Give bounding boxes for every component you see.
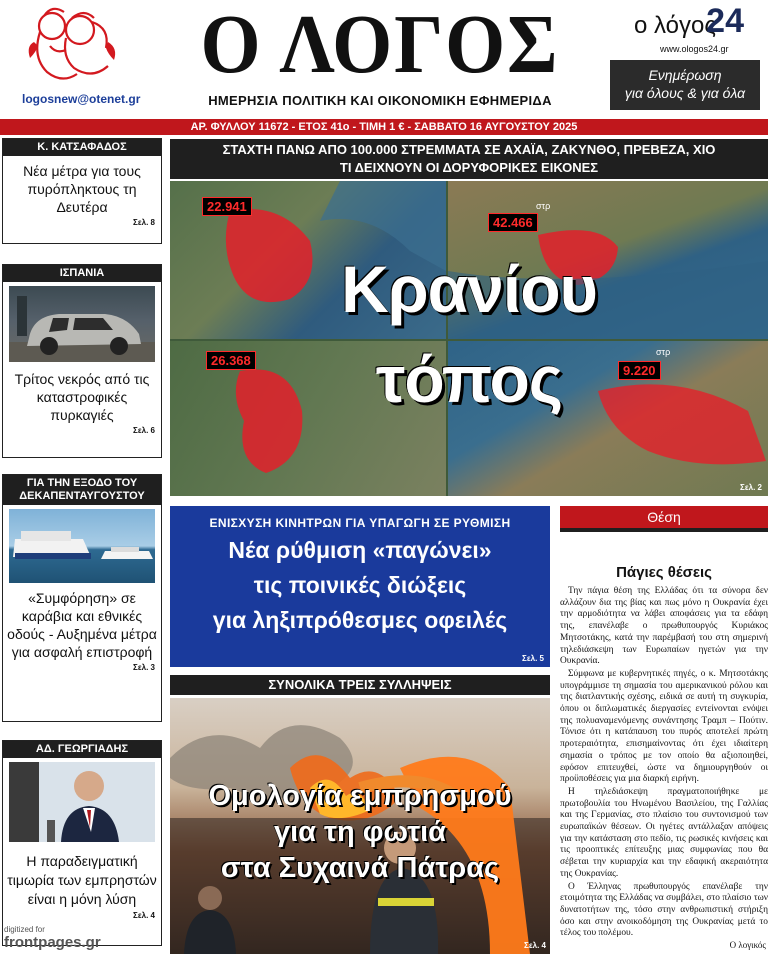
page-ref: Σελ. 4	[133, 911, 155, 920]
page-ref: Σελ. 8	[133, 218, 155, 227]
map-unit-4: στρ	[656, 347, 671, 357]
firefighter-photo[interactable]	[170, 698, 550, 954]
website-url[interactable]: www.ologos24.gr	[660, 44, 729, 54]
page-ref: Σελ. 3	[133, 663, 155, 672]
burned-car-photo	[9, 286, 155, 362]
left-story-header: Κ. ΚΑΤΣΑΦΑΔΟΣ	[3, 139, 161, 156]
website-logo-number: 24	[706, 2, 744, 40]
main-headline-line-2: τόπος	[375, 342, 563, 416]
watermark	[4, 926, 101, 951]
ferry-photo	[9, 509, 155, 583]
left-story-text: «Συμφόρηση» σε καράβια και εθνικές οδούς - Αυξημένα μέτρα για ασφαλή επιστροφή	[7, 590, 157, 660]
burn-value-1: 22.941	[202, 197, 252, 216]
left-story-text: Τρίτος νεκρός από τις καταστροφικές πυρκαγιές	[14, 371, 150, 423]
fire-headline-line-1: Ομολογία εμπρησμού	[208, 780, 512, 812]
left-story-2[interactable]	[2, 264, 162, 458]
page-ref: Σελ. 5	[522, 654, 544, 663]
editorial-paragraph: Ο Έλληνας πρωθυπουργός επανέλαβε την ετοιμότητα της Ελλάδας να συμβάλει, στο πλαίσιο των δυνατοτήτων της, τόσο στην ανθρωπιστική στήριξη όσο και στην ανοικοδόμηση της Ουκρανίας μετά το τέλος του πολέμου.	[560, 881, 768, 939]
blue-headline-line-1: Νέα ρύθμιση «παγώνει»	[228, 537, 492, 563]
newspaper-title: Ο ΛΟΓΟΣ	[200, 0, 560, 91]
person-icon	[9, 762, 155, 842]
page-ref: Σελ. 2	[740, 483, 762, 492]
kicker-line-2: ΤΙ ΔΕΙΧΝΟΥΝ ΟΙ ΔΟΡΥΦΟΡΙΚΕΣ ΕΙΚΟΝΕΣ	[339, 160, 599, 175]
editorial-paragraph: Η τηλεδιάσκεψη πραγματοποιήθηκε με πρωτοβουλία του Ηνωμένου Βασιλείου, της Γαλλίας και της Γερμανίας, στο πλαίσιο του συντονισμού των ευρωπαϊκών θέσεων. Οι ηγέτες αντάλλαξαν απόψεις για την κατάσταση στο πεδίο, τις ρωσικές κινήσεις και τις προοπτικές επίτευξης μιας συμφωνίας που θα σέβεται την κυριαρχία και την εδαφική ακεραιότητα της Ουκρανίας.	[560, 786, 768, 879]
left-story-text: Η παραδειγματική τιμωρία των εμπρηστών είναι η μόνη λύση	[7, 853, 157, 907]
main-headline-line-1: Κρανίου	[341, 252, 597, 326]
burn-value-4: 9.220	[618, 361, 661, 380]
watermark-main: frontpages.gr	[4, 934, 101, 951]
arrests-kicker: ΣΥΝΟΛΙΚΑ ΤΡΕΙΣ ΣΥΛΛΗΨΕΙΣ	[170, 675, 550, 695]
map-unit-2: στρ	[536, 201, 551, 211]
website-logo[interactable]	[634, 2, 744, 42]
contact-email[interactable]: logosnew@otenet.gr	[22, 92, 141, 106]
editorial-header: Θέση	[560, 506, 768, 528]
newspaper-subtitle: ΗΜΕΡΗΣΙΑ ΠΟΛΙΤΙΚΗ ΚΑΙ ΟΙΚΟΝΟΜΙΚΗ ΕΦΗΜΕΡΙΔΑ	[208, 93, 552, 108]
logo-icon	[22, 2, 122, 84]
editorial-paragraph: Την πάγια θέση της Ελλάδας ότι τα σύνορα δεν αλλάζουν δια της βίας και πως μόνο η Ουκρανία έχει την αρμοδιότητα να λάβει αποφάσεις για τα εδάφη της, επανέλαβε ο πρωθυπουργός Κυριάκος Μητσοτάκης, κατά την παρέμβασή του στη σημερινή τηλεδιάσκεψη των Ευρωπαίων ηγετών για την Ουκρανία.	[560, 586, 768, 667]
website-logo-text: ο λόγος	[634, 12, 716, 39]
kicker-line-1: ΣΤΑΧΤΗ ΠΑΝΩ ΑΠΟ 100.000 ΣΤΡΕΜΜΑΤΑ ΣΕ ΑΧΑΪΑ, ΖΑΚΥΝΘΟ, ΠΡΕΒΕΖΑ, ΧΙΟ	[222, 142, 716, 157]
burn-value-2: 42.466	[488, 213, 538, 232]
car-icon	[9, 286, 155, 362]
editorial-divider	[560, 528, 768, 532]
left-story-header: ΙΣΠΑΝΙΑ	[3, 265, 161, 282]
dateline-bar: ΑΡ. ΦΥΛΛΟΥ 11672 - ΕΤΟΣ 41ο - ΤΙΜΗ 1 € - ΣΑΒΒΑΤΟ 16 ΑΥΓΟΥΣΤΟΥ 2025	[0, 119, 768, 135]
ship-icon	[9, 509, 155, 583]
editorial-body	[560, 586, 768, 941]
fire-headline-line-2: για τη φωτιά	[273, 816, 447, 848]
tax-settlement-story[interactable]	[170, 506, 550, 667]
slogan-line-2: για όλους & για όλα	[624, 85, 746, 101]
left-story-text: Νέα μέτρα για τους πυρόπληκτους τη Δευτέρα	[23, 163, 141, 215]
lead-story-kicker	[170, 139, 768, 179]
watermark-small: digitized for	[4, 925, 45, 934]
page-ref: Σελ. 4	[524, 941, 546, 950]
satellite-maps[interactable]	[170, 181, 768, 496]
georgiadis-photo	[9, 762, 155, 842]
editorial-signature: Ο λογικός	[729, 940, 766, 950]
burn-value-3: 26.368	[206, 351, 256, 370]
editorial-paragraph: Σύμφωνα με κυβερνητικές πηγές, ο κ. Μητσοτάκης υπογράμμισε τη σημασία του αμερικανικού ρόλου και της διατλαντικής σχέσης, ειδικά σε αυτή τη συγκυρία, όπου οι διπλωματικές διεργασίες εντείνονται ενόψει της πολυαναμενόμενης συνάντησης Τραμπ – Πούτιν. Τόνισε ότι η κατάπαυση του πυρός αποτελεί πρώτη προτεραιότητα, επισημαίνοντας ότι έχει ιδιαίτερη σημασία ο τρόπος με τον οποίο θα αξιοποιηθεί, εφόσον επιτευχθεί, ώστε να δημιουργηθούν οι προϋποθέσεις για μια διαρκή ειρήνη.	[560, 668, 768, 785]
left-story-1[interactable]	[2, 138, 162, 244]
left-story-3[interactable]	[2, 474, 162, 722]
left-story-header: ΓΙΑ ΤΗΝ ΕΞΟΔΟ ΤΟΥ ΔΕΚΑΠΕΝΤΑΥΓΟΥΣΤΟΥ	[3, 475, 161, 505]
fire-headline-line-3: στα Συχαινά Πάτρας	[220, 852, 500, 884]
editorial-title: Πάγιες θέσεις	[616, 564, 712, 581]
blue-kicker: ΕΝΙΣΧΥΣΗ ΚΙΝΗΤΡΩΝ ΓΙΑ ΥΠΑΓΩΓΗ ΣΕ ΡΥΘΜΙΣΗ	[209, 516, 511, 530]
left-story-header: ΑΔ. ΓΕΩΡΓΙΑΔΗΣ	[3, 741, 161, 758]
page-ref: Σελ. 6	[133, 426, 155, 435]
blue-headline-line-2: τις ποινικές διώξεις	[253, 572, 467, 598]
left-story-4[interactable]	[2, 740, 162, 946]
slogan-box	[610, 60, 760, 110]
blue-headline-line-3: για ληξιπρόθεσμες οφειλές	[212, 607, 508, 633]
slogan-line-1: Ενημέρωση	[648, 67, 722, 83]
